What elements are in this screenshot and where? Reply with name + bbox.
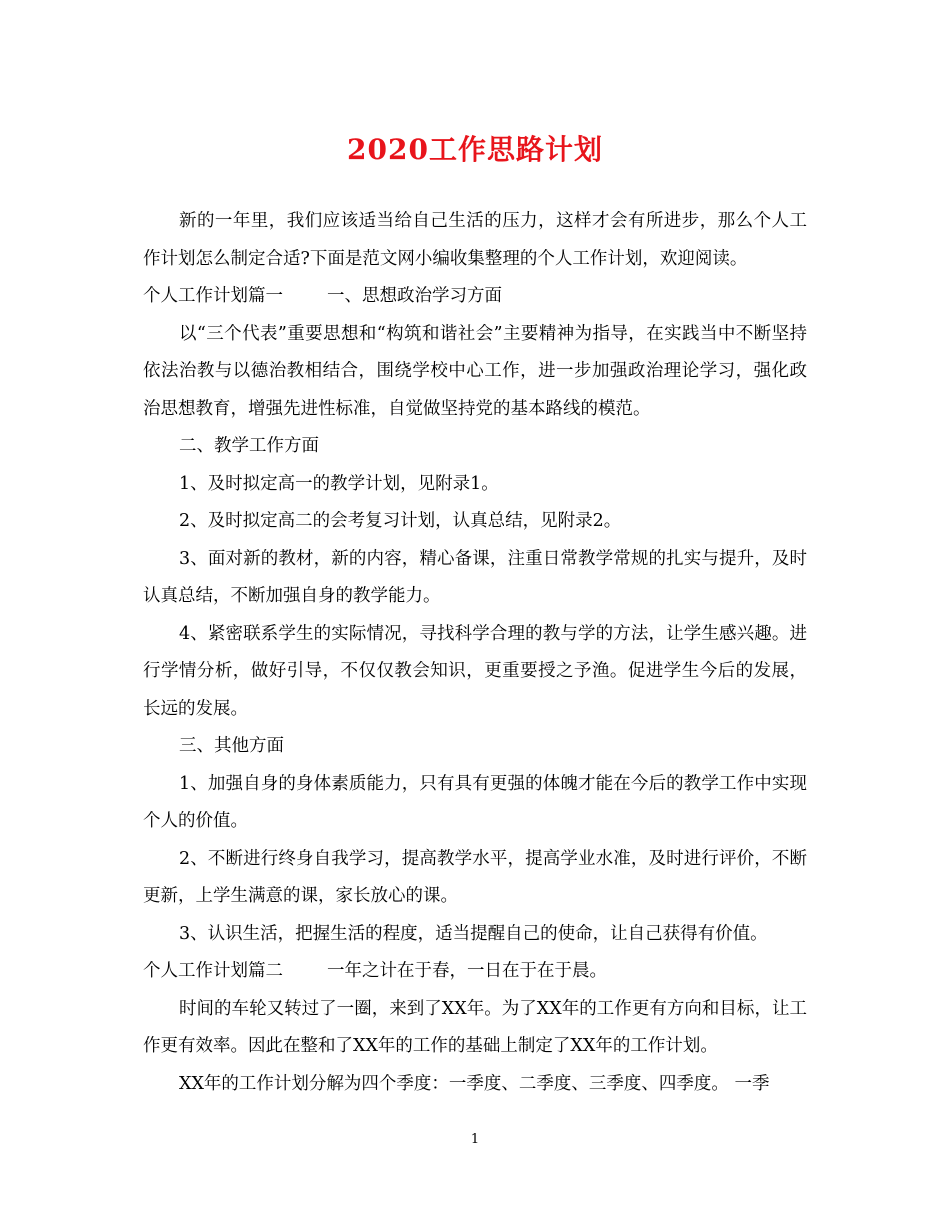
teaching-heading: 二、教学工作方面 (179, 436, 319, 456)
teaching-item-1: 1、及时拟定高一的教学计划，见附录1。 (179, 473, 499, 494)
other-item-3: 3、认识生活，把握生活的程度，适当提醒自己的使命，让自己获得有价值。 (179, 923, 768, 944)
teaching-item-4: 4、紧密联系学生的实际情况，寻找科学合理的教与学的方法，让学生感兴趣。进行学情分析，做好引导，不仅仅教会知识，更重要授之予渔。促进学生今后的发展，长远的发展。 (143, 623, 807, 719)
section-two-subheading: 一年之计在于春，一日在于在于晨。 (327, 961, 607, 981)
teaching-item-3: 3、面对新的教材，新的内容，精心备课，注重日常教学常规的扎实与提升，及时认真总结，不断加强自身的教学能力。 (143, 548, 807, 606)
section-two-label: 个人工作计划篇二 (143, 961, 283, 981)
section-one-label: 个人工作计划篇一 (143, 286, 283, 306)
intro-paragraph: 新的一年里，我们应该适当给自己生活的压力，这样才会有所进步，那么个人工作计划怎么制定合适?下面是范文网小编收集整理的个人工作计划，欢迎阅读。 (143, 211, 807, 269)
other-heading: 三、其他方面 (179, 736, 284, 756)
political-study-paragraph: 以“三个代表”重要思想和“构筑和谐社会”主要精神为指导，在实践当中不断坚持依法治教与以德治教相结合，围绕学校中心工作，进一步加强政治理论学习，强化政治思想教育，增强先进性标准，自觉做坚持党的基本路线的模范。 (143, 323, 807, 419)
quarter-plan-paragraph: XX年的工作计划分解为四个季度：一季度、二季度、三季度、四季度。 一季 (179, 1073, 770, 1094)
year-plan-paragraph: 时间的车轮又转过了一圈，来到了XX年。为了XX年的工作更有方向和目标，让工作更有效率。因此在整和了XX年的工作的基础上制定了XX年的工作计划。 (143, 998, 807, 1056)
document-body (143, 203, 807, 1103)
other-item-1: 1、加强自身的身体素质能力，只有具有更强的体魄才能在今后的教学工作中实现个人的价值。 (143, 773, 807, 831)
teaching-item-2: 2、及时拟定高二的会考复习计划，认真总结，见附录2。 (179, 511, 622, 531)
section-one-heading (143, 278, 807, 316)
section-two-heading (143, 953, 807, 991)
section-one-subheading: 一、思想政治学习方面 (327, 286, 502, 306)
page-number: 1 (470, 1132, 480, 1147)
document-title: 2020工作思路计划 (347, 133, 603, 166)
other-item-2: 2、不断进行终身自我学习，提高教学水平，提高学业水准，及时进行评价，不断更新，上学生满意的课，家长放心的课。 (143, 848, 807, 906)
